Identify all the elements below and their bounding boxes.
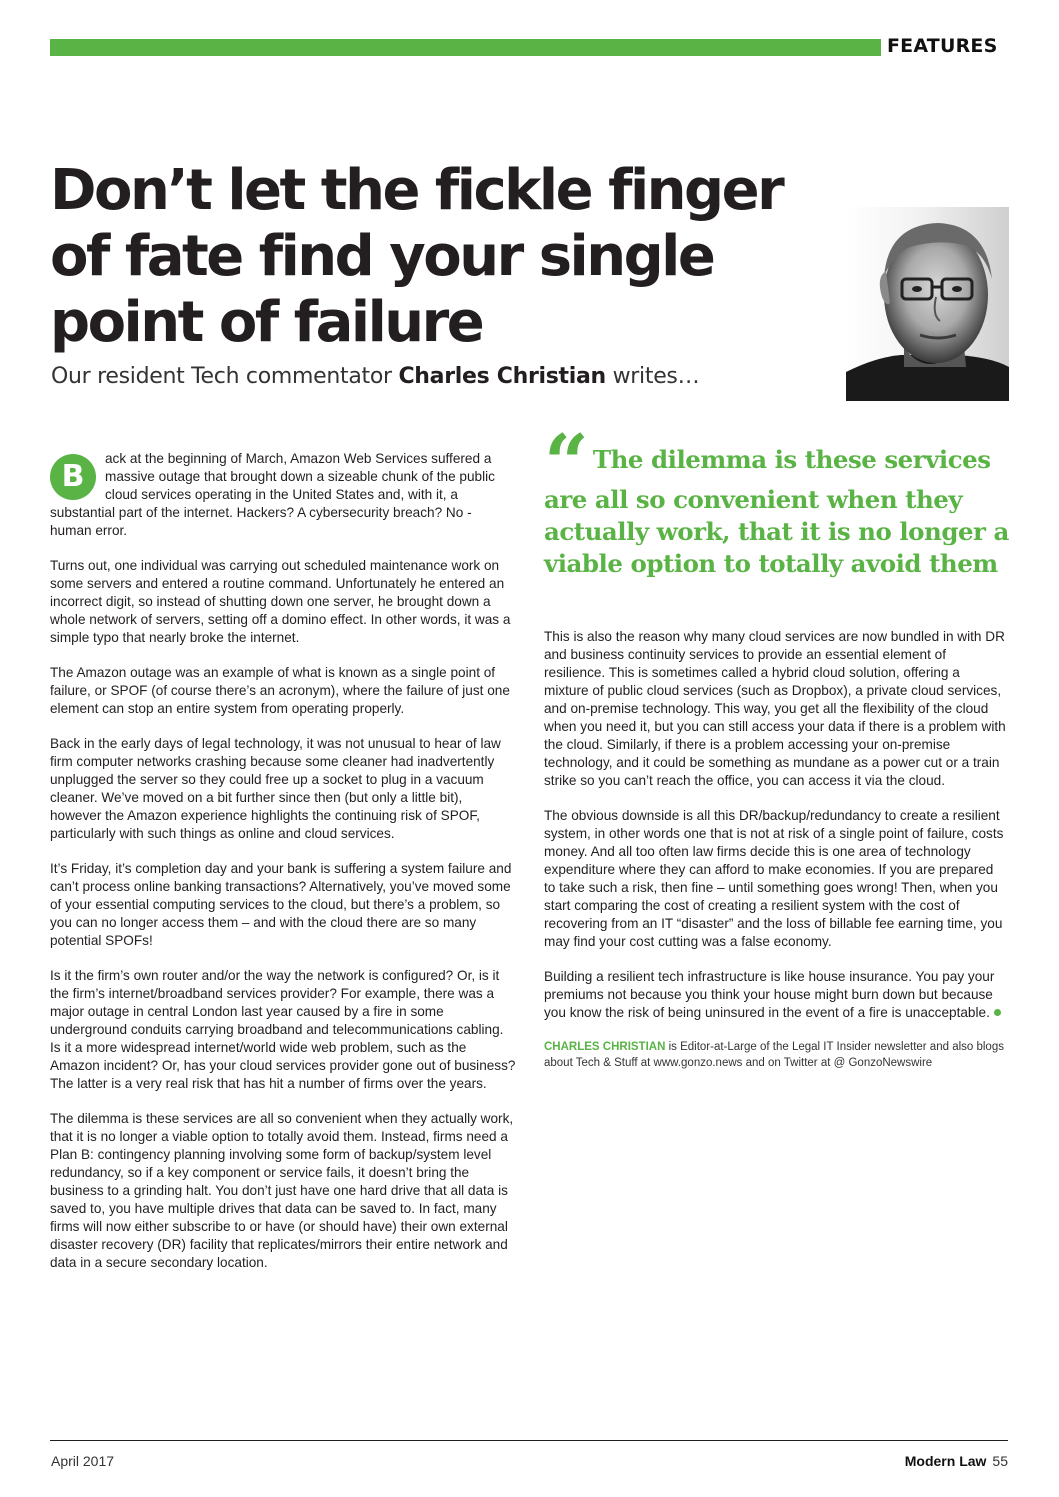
headline-line: of fate find your single: [50, 224, 714, 289]
body-paragraph: The Amazon outage was an example of what is known as a single point of failure, or SPOF (of course there’s an acronym), where the failure of just one element can stop an entire system from operating properly.: [50, 665, 510, 716]
pull-quote-line: are all so convenient when they: [544, 485, 963, 514]
headline-line: point of failure: [50, 290, 483, 355]
body-paragraph: This is also the reason why many cloud services are now bundled in with DR and business continuity services to provide an essential element of resilience. This is sometimes called a hybrid cloud solution, offering a mixture of public cloud services (such as Dropbox), a private cloud services, and on-premise technology. This way, you get all the flexibility of the cloud when you need it, but you can still access your data if there is a problem with the cloud. Similarly, if there is a problem accessing your on-premise technology, and it could be something as mundane as a power cut or a train strike so you can’t reach the office, you can access it via the cloud.: [544, 629, 1006, 788]
author-name: Charles Christian: [398, 364, 606, 389]
bio-text-twitter: and on Twitter at @ GonzoNewswire: [742, 1057, 933, 1069]
issue-date: April 2017: [51, 1453, 115, 1469]
standfirst: [51, 364, 699, 389]
standfirst-outro: writes…: [605, 364, 700, 389]
headline: [50, 158, 840, 356]
headline-line: Don’t let the fickle finger: [50, 158, 783, 223]
section-color-bar: [50, 39, 881, 56]
bio-text: is Editor-at-Large of the Legal IT Insider newsletter and also blogs about Tech & Stuff at: [544, 1041, 1004, 1069]
body-paragraph: It’s Friday, it’s completion day and your bank is suffering a system failure and can’t process online banking transactions? Alternatively, you’ve moved some of your essential computing services to the cloud, but there’s a problem, so you can no longer access them – and with the cloud there are so many potential SPOFs!: [50, 861, 512, 948]
pull-quote: [544, 418, 1014, 580]
author-portrait: [846, 207, 1009, 401]
section-label: FEATURES: [887, 35, 998, 57]
left-column: [50, 450, 516, 1289]
drop-cap: B: [50, 454, 96, 500]
body-paragraph: Turns out, one individual was carrying out scheduled maintenance work on some servers and entered a routine command. Unfortunately he entered an incorrect digit, so instead of shutting down one server, he brought down a whole network of servers, setting off a domino effect. In other words, it was a simple typo that nearly broke the internet.: [50, 558, 511, 645]
end-mark-icon: [994, 1009, 1001, 1016]
pull-quote-text: The dilemma is these services: [592, 445, 991, 474]
pull-quote-line: actually work, that it is no longer a: [544, 517, 1009, 546]
standfirst-intro: Our resident Tech commentator: [51, 364, 399, 389]
body-paragraph: Back in the early days of legal technology, it was not unusual to hear of law firm computer networks crashing because some cleaner had inadvertently unplugged the server so they could free up a socket to plug in a vacuum cleaner. We’ve moved on a bit further since then (but only a little bit), however the Amazon experience highlights the continuing risk of SPOF, particularly with such things as online and cloud services.: [50, 736, 501, 841]
page-number: 55: [992, 1453, 1008, 1469]
right-column: [544, 628, 1007, 1088]
footer-divider: [50, 1440, 1008, 1441]
pull-quote-line: viable option to totally avoid them: [544, 549, 998, 578]
body-paragraph: Is it the firm’s own router and/or the way the network is configured? Or, is it the firm’s internet/broadband services provider? For example, there was a major outage in central London last year caused by a fire in some underground conduits carrying broadband and telecommunications cabling. Is it a more widespread internet/world wide web problem, such as the Amazon incident? Or, has your cloud services provider gone out of business? The latter is a very real risk that has hit a number of firms over the years.: [50, 968, 516, 1091]
body-paragraph: The dilemma is these services are all so convenient when they actually work, that it is no longer a viable option to totally avoid them. Instead, firms need a Plan B: contingency planning involving some form of backup/system level redundancy, so if a key component or service fails, it doesn’t bring the business to a grinding halt. You don’t just have one hard drive that all data is saved to, you have multiple drives that data can be saved to. In fact, many firms will now either subscribe to or have (or should have) their own external disaster recovery (DR) facility that replicates/mirrors their entire network and data in a secure secondary location.: [50, 1111, 514, 1270]
bio-author-name: CHARLES CHRISTIAN: [544, 1041, 666, 1053]
bio-website-link[interactable]: www.gonzo.news: [653, 1057, 743, 1069]
magazine-name: Modern Law: [904, 1453, 987, 1469]
body-paragraph: [544, 968, 1007, 1022]
author-bio: [544, 1039, 1007, 1071]
paragraph-text: ack at the beginning of March, Amazon Web Services suffered a massive outage that brought down a sizeable chunk of the public cloud services operating in the United States and, with it, a substantial part of the internet. Hackers? A cybersecurity breach? No - human error.: [50, 451, 495, 538]
quote-mark-icon: “: [544, 418, 583, 509]
footer-publication: [905, 1453, 1008, 1469]
body-paragraph: The obvious downside is all this DR/backup/redundancy to create a resilient system, in other words one that is not at risk of a single point of failure, costs money. And all too often law firms decide this is one area of technology expenditure where they can afford to make economies. If you are prepared to take such a risk, then fine – until something goes wrong! Then, when you start comparing the cost of creating a resilient system with the cost of recovering from an IT “disaster” and the loss of billable fee earning time, you may find your cost cutting was a false economy.: [544, 808, 1004, 949]
paragraph-text: Building a resilient tech infrastructure is like house insurance. You pay your premiums not because you think your house might burn down but because you know the risk of being uninsured in the event of a fire is unacceptable.: [544, 969, 995, 1020]
body-paragraph: [50, 450, 516, 540]
